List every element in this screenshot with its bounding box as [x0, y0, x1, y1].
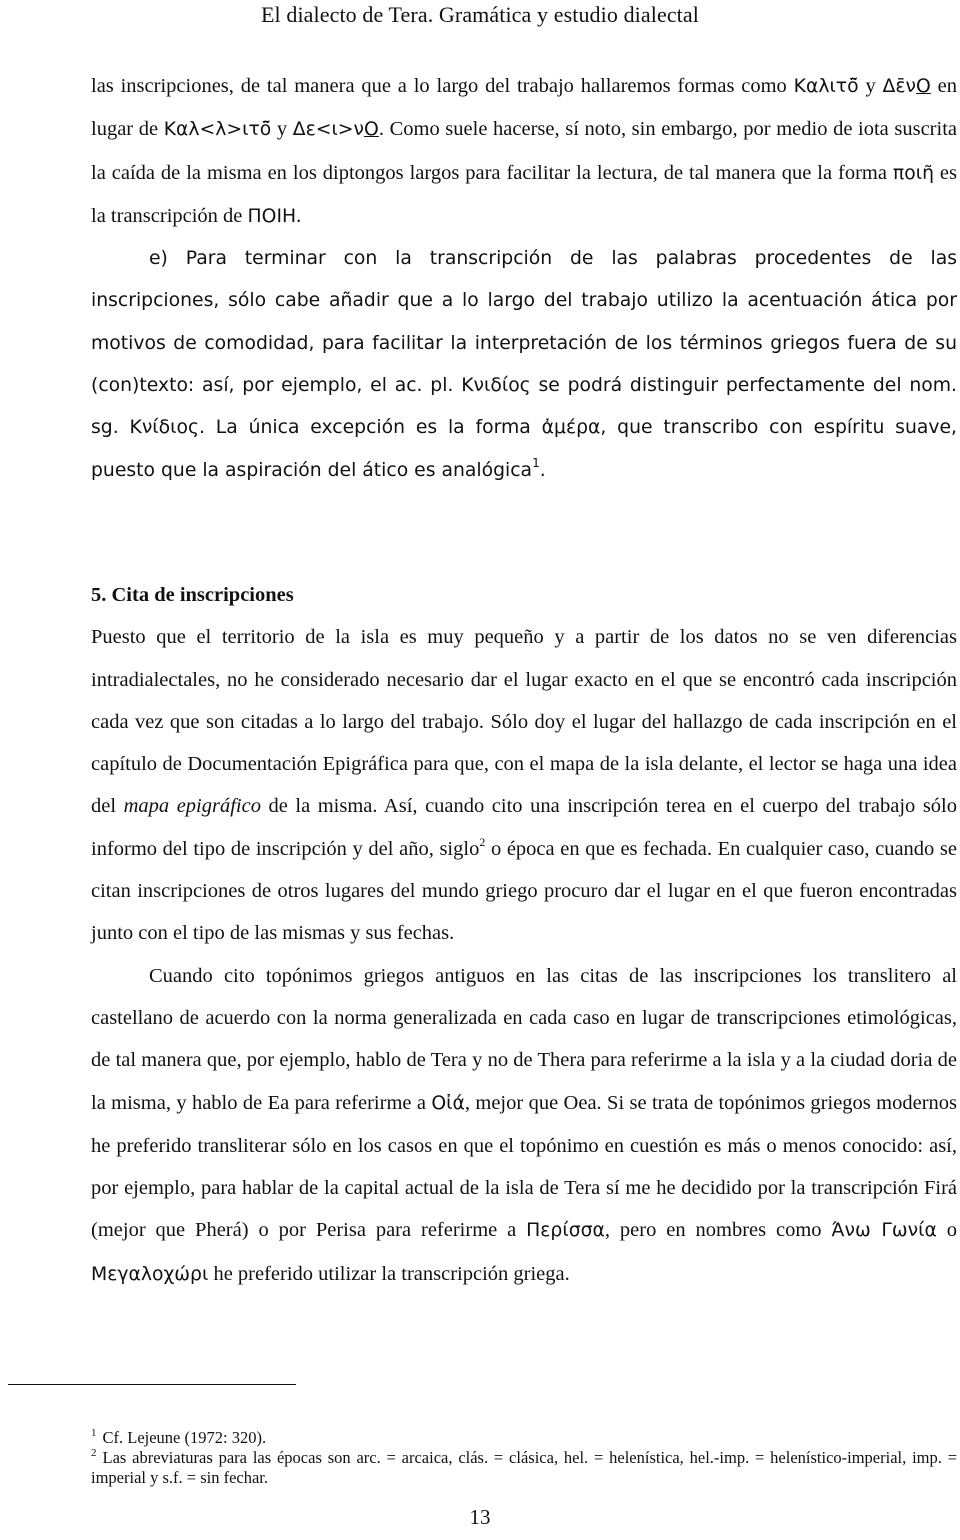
text-run: o época en que es fechada. En cualquier caso, cuando se citan inscripciones de otros lugares del mundo griego procuro dar el lugar en el que fueron encontradas junto con el tipo de las mismas y sus fechas. [91, 837, 958, 945]
text-run: he preferido utilizar la transcripción griega. [208, 1262, 570, 1285]
text-run: o [936, 1219, 957, 1242]
text-run: . [296, 204, 302, 227]
greek-word: ποιῆ [892, 162, 934, 184]
greek-word: Καλιτō̃ [793, 76, 859, 97]
greek-word: Οἰά [431, 1092, 465, 1114]
text-run: se podrá distinguir perfectamente del nom. sg. [91, 375, 958, 439]
text-run: . Como suele hacerse, sí noto, sin embargo, por medio de iota suscrita la caída de la misma en los diptongos largos para facilitar la lectura, de tal manera que la forma [91, 118, 957, 184]
section-heading: 5. Cita de inscripciones [91, 583, 294, 606]
text-run: y [858, 75, 883, 97]
text-run: . La única excepción es la forma [199, 417, 542, 439]
paragraph-toponyms [91, 955, 957, 1296]
paragraph-transcription [91, 65, 957, 238]
greek-word [293, 119, 379, 140]
footnote-text: Las abreviaturas para las épocas son arc. = arcaica, clás. = clásica, hel. = helenística, hel.-imp. = helenístico-imperial, imp. = imperial y s.f. = sin fechar. [91, 1448, 957, 1487]
greek-word: ἀμέρα [541, 417, 601, 439]
page-number: 13 [469, 1505, 491, 1529]
text-run: , que transcribo con espíritu suave, puesto que la aspiración del ático es analógica [91, 417, 957, 481]
greek-word: Άνω Γωνία [831, 1220, 937, 1242]
text-run: de la misma. Así, cuando cito una inscripción terea en el cuerpo del trabajo sólo informo del tipo de inscripción y del año, siglo [91, 795, 957, 860]
text-run: es la transcripción de [91, 161, 958, 227]
greek-word-part-underlined: Ο [364, 119, 379, 141]
text-run: y [271, 118, 293, 141]
text-run: , mejor que Oea. Si se trata de topónimos griegos modernos he preferido transliterar sólo en los casos en que el topónimo en cuestión es más o menos conocido: así, por ejemplo, para hablar de la capital actual de la isla de Tera sí me he decidido por la transcripción Firá (mejor que Pherá) o por Perisa para referirme a [91, 1091, 957, 1242]
greek-word [883, 76, 931, 97]
footnote [91, 1448, 957, 1488]
footnote-mark: 2 [91, 1447, 97, 1459]
greek-word-part: Δε<ι>ν [292, 119, 365, 141]
paragraph-citation [91, 616, 957, 954]
greek-word: Κνιδίος [461, 375, 531, 397]
text-run: Puesto que el territorio de la isla es muy pequeño y a partir de los datos no se ven diferencias intradialectales, no he considerado necesario dar el lugar exacto en el que se encontró cada inscripción cada vez que son citadas a lo largo del trabajo. Sólo doy el lugar del hallazgo de cada inscripción en el capítulo de Documentación Epigráfica para que, con el mapa de la isla delante, el lector se haga una idea del [91, 626, 957, 818]
footnote-separator [8, 1384, 296, 1385]
text-run: las inscripciones, de tal manera que a lo largo del trabajo hallaremos formas como [91, 75, 794, 97]
greek-word-part-underlined: Ο [916, 76, 931, 97]
footnote-ref[interactable]: 2 [479, 834, 486, 849]
greek-word-part: Δε̄ν [882, 76, 917, 97]
footnotes [91, 1428, 957, 1488]
text-run: . [539, 459, 546, 481]
emphasis: mapa epigráfico [123, 795, 261, 818]
greek-word: Καλ<λ>ιτō̃ [163, 119, 272, 141]
footnote-mark: 1 [91, 1427, 97, 1439]
running-header: El dialecto de Tera. Gramática y estudio dialectal [261, 2, 699, 27]
text-run: en lugar de [91, 75, 958, 141]
greek-word: Περίσσα [526, 1220, 605, 1242]
greek-word: Κνίδιος [129, 417, 200, 439]
footnote-ref[interactable]: 1 [532, 455, 540, 470]
footnote [91, 1428, 957, 1448]
footnote-text: Cf. Lejeune (1972: 320). [102, 1428, 267, 1447]
spacer [91, 492, 957, 574]
greek-word: Μεγαλοχώρι [91, 1263, 209, 1285]
text-run: Cuando cito topónimos griegos antiguos en las citas de las inscripciones los translitero al castellano de acuerdo con la norma generalizada en cada caso en lugar de transcripciones etimológicas, de tal manera que, por ejemplo, hablo de Tera y no de Thera para referirme a la isla y a la ciudad doria de la misma, y hablo de Ea para referirme a [91, 964, 957, 1114]
main-text [91, 65, 957, 1296]
text-run: e) Para terminar con la transcripción de las palabras procedentes de las inscripciones, sólo cabe añadir que a lo largo del trabajo utilizo la acentuación ática por motivos de comodidad, para facilitar la interpretación de los términos griegos fuera de su (con)texto: así, por ejemplo, el ac. pl. [91, 248, 957, 397]
paragraph-accentuation [91, 238, 957, 492]
text-run: , pero en nombres como [604, 1219, 832, 1242]
greek-word: ΠΟΙΗ [247, 205, 297, 227]
